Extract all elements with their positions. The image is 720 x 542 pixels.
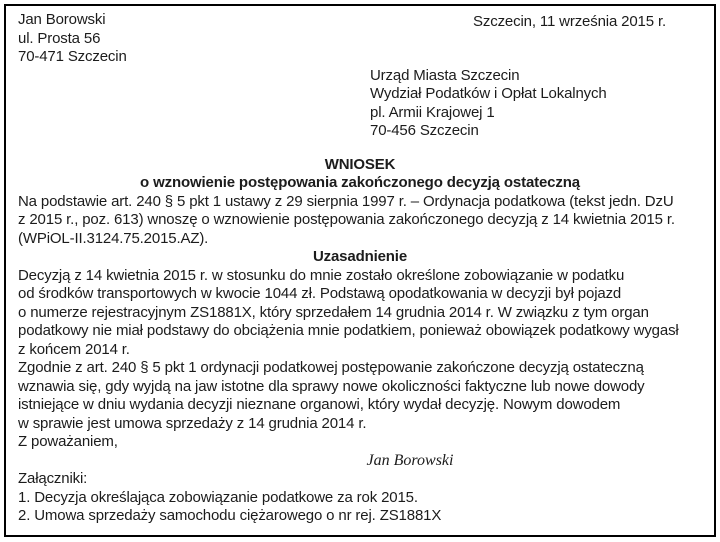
- justification-heading: Uzasadnienie: [312, 248, 408, 265]
- justification-line: w sprawie jest umowa sprzedaży z 14 grudnia 2014 r.: [18, 414, 367, 432]
- justification-paragraph-2: [18, 359, 702, 433]
- attachments-heading: Załączniki:: [18, 470, 88, 487]
- intro-line: (WPiOL-II.3124.75.2015.AZ).: [18, 229, 209, 247]
- justification-line: z końcem 2014 r.: [18, 340, 130, 358]
- justification-line: o numerze rejestracyjnym ZS1881X, który sprzedałem 14 grudnia 2014 r. W związku z tym organ: [18, 303, 649, 321]
- justification-line: istniejące w dniu wydania decyzji nieznane organowi, który wydał decyzję. Nowym dowodem: [18, 396, 621, 413]
- signature: Jan Borowski: [366, 451, 454, 469]
- attachment-item: 2. Umowa sprzedaży samochodu ciężarowego o nr rej. ZS1881X: [18, 507, 442, 524]
- justification-line: wznawia się, gdy wyjdą na jaw istotne dla sprawy nowe okoliczności faktyczne lub nowe dowody: [18, 377, 645, 395]
- intro-line: Na podstawie art. 240 § 5 pkt 1 ustawy z 29 sierpnia 1997 r. – Ordynacja podatkowa (tekst jedn. DzU: [18, 192, 674, 210]
- intro-line: z 2015 r., poz. 613) wnoszę o wznowienie postępowania zakończonego decyzją z 14 kwietnia 2015 r.: [18, 211, 675, 228]
- recipient-department: Wydział Podatków i Opłat Lokalnych: [370, 85, 607, 102]
- attachment-item: 1. Decyzja określająca zobowiązanie podatkowe za rok 2015.: [18, 488, 418, 506]
- justification-line: od środków transportowych w kwocie 1044 zł. Podstawą opodatkowania w decyzji był pojazd: [18, 285, 622, 302]
- letter-page: [4, 4, 716, 537]
- justification-line: Decyzją z 14 kwietnia 2015 r. w stosunku do mnie zostało określone zobowiązanie w podatku: [18, 266, 625, 284]
- letter-date: Szczecin, 11 września 2015 r.: [473, 13, 666, 30]
- recipient-city: 70-456 Szczecin: [370, 122, 479, 139]
- closing-phrase: Z poważaniem,: [18, 433, 118, 450]
- recipient-street: pl. Armii Krajowej 1: [370, 103, 495, 121]
- document-title: WNIOSEK: [324, 155, 396, 173]
- justification-paragraph-1: [18, 267, 702, 360]
- sender-name: Jan Borowski: [18, 11, 106, 28]
- sender-city: 70-471 Szczecin: [18, 48, 127, 65]
- recipient-office: Urząd Miasta Szczecin: [370, 66, 520, 84]
- document-subtitle: o wznowienie postępowania zakończonego decyzją ostateczną: [140, 174, 580, 191]
- attachments-block: [18, 470, 702, 526]
- sender-street: ul. Prosta 56: [18, 29, 101, 47]
- justification-line: podatkowy nie miał podstawy do obciążenia mnie podatkiem, ponieważ obowiązek podatkowy wygasł: [18, 322, 679, 339]
- intro-paragraph: [18, 193, 702, 249]
- recipient-address-block: [370, 67, 702, 141]
- document-title-block: [18, 156, 702, 193]
- justification-line: Zgodnie z art. 240 § 5 pkt 1 ordynacji podatkowej postępowanie zakończone decyzją ostateczną: [18, 359, 644, 376]
